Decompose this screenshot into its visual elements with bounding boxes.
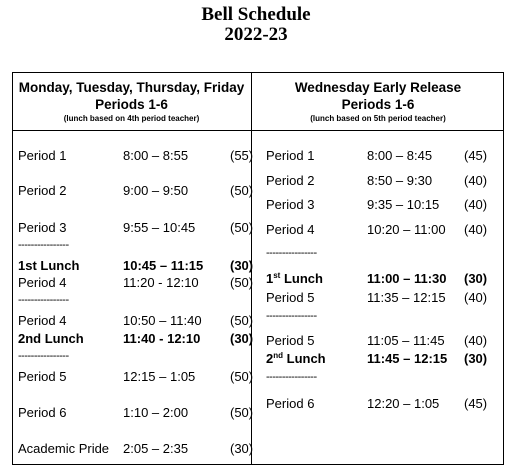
row-time: 9:00 – 9:50 [123,183,189,198]
left-separator-2: ---------------- [18,294,69,306]
row-label: Academic Pride [18,441,110,456]
right-note: (lunch based on 5th period teacher) [310,114,446,123]
lunch-ordinal: nd [273,351,284,360]
right-separator-3: ---------------- [266,371,317,383]
lunch-number: 2 [266,351,274,366]
row-label: Period 5 [266,333,315,348]
lunch-ordinal: st [273,271,281,280]
row-time: 2:05 – 2:35 [123,441,189,456]
row-label [266,351,326,367]
row-time: 9:55 – 10:45 [123,220,196,235]
row-label: Period 1 [18,148,67,163]
row-time: 11:35 – 12:15 [367,290,446,305]
header-divider [12,130,504,131]
row-minutes: (40) [464,197,488,212]
right-heading: Wednesday Early Release [294,80,462,95]
row-minutes: (50) [230,220,254,235]
lunch-number: 1 [266,271,274,286]
row-time: 8:00 – 8:55 [123,148,189,163]
right-separator-1: ---------------- [266,247,317,259]
row-label: Period 4 [266,222,315,237]
row-label: Period 2 [266,173,315,188]
lunch-word: Lunch [280,271,323,286]
row-time: 8:00 – 8:45 [367,148,433,163]
row-minutes: (40) [464,290,488,305]
row-minutes: (50) [230,313,254,328]
row-label: Period 3 [266,197,315,212]
row-minutes: (45) [464,396,488,411]
row-time: 11:20 - 12:10 [123,275,199,290]
left-heading: Monday, Tuesday, Thursday, Friday [18,80,245,95]
row-time: 10:20 – 11:00 [367,222,446,237]
row-minutes: (30) [230,441,254,456]
row-minutes: (40) [464,333,488,348]
row-time: 11:00 – 11:30 [367,271,447,286]
row-minutes: (30) [464,271,488,286]
row-minutes: (30) [230,258,254,273]
right-separator-2: ---------------- [266,310,317,322]
row-time: 10:45 – 11:15 [123,258,204,273]
row-time: 1:10 – 2:00 [123,405,189,420]
row-time: 10:50 – 11:40 [123,313,202,328]
row-minutes: (55) [230,148,254,163]
row-label: Period 3 [18,220,67,235]
row-minutes: (50) [230,369,254,384]
row-time: 12:20 – 1:05 [367,396,440,411]
lunch-word: Lunch [283,351,326,366]
row-minutes: (40) [464,173,488,188]
row-label: Period 1 [266,148,315,163]
row-minutes: (50) [230,405,254,420]
row-time: 8:50 – 9:30 [367,173,433,188]
left-periods: Periods 1-6 [95,97,168,112]
row-label [266,271,323,287]
page-title: Bell Schedule [201,4,311,25]
left-separator-3: ---------------- [18,350,69,362]
school-year: 2022-23 [224,24,288,45]
row-label: Period 5 [266,290,315,305]
row-minutes: (40) [464,222,488,237]
row-minutes: (50) [230,275,254,290]
row-minutes: (30) [230,331,254,346]
row-label: Period 6 [266,396,315,411]
left-header [12,79,251,125]
row-time: 11:05 – 11:45 [367,333,445,348]
row-label: Period 2 [18,183,67,198]
row-minutes: (45) [464,148,488,163]
left-note: (lunch based on 4th period teacher) [63,114,200,123]
row-label: 1st Lunch [18,258,80,273]
left-separator-1: ---------------- [18,239,69,251]
right-header [252,79,504,125]
row-time: 11:40 - 12:10 [123,331,201,346]
row-label: Period 6 [18,405,67,420]
row-label: Period 4 [18,275,67,290]
row-label: Period 4 [18,313,67,328]
row-minutes: (30) [464,351,488,366]
row-minutes: (50) [230,183,254,198]
row-time: 12:15 – 1:05 [123,369,196,384]
row-label: Period 5 [18,369,67,384]
right-periods: Periods 1-6 [341,97,415,112]
row-time: 9:35 – 10:15 [367,197,440,212]
row-time: 11:45 – 12:15 [367,351,448,366]
row-label: 2nd Lunch [18,331,84,346]
